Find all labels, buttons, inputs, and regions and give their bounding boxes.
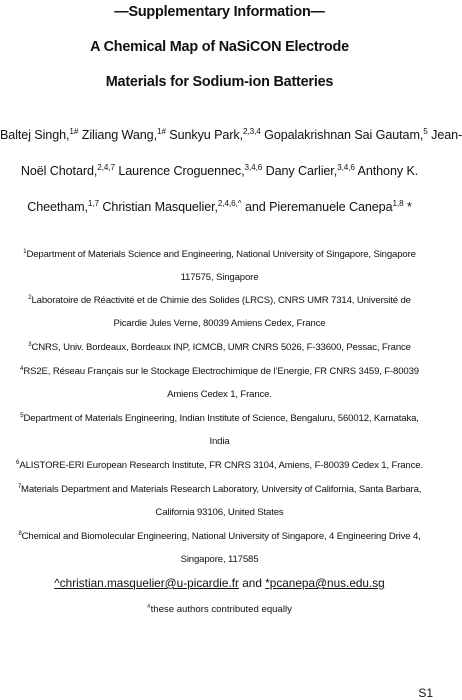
affiliation-2-cont: Picardie Jules Verne, 80039 Amiens Cedex, France (113, 318, 326, 329)
paper-title-line-2: Materials for Sodium-ion Batteries (105, 74, 334, 90)
author-name-text: and Pieremanuele Canepa (241, 200, 393, 214)
affiliation-6 (0, 460, 439, 471)
affiliation-number: 3 (28, 340, 32, 348)
affiliation-4-cont: Amiens Cedex 1, France. (167, 389, 272, 400)
author-affiliation-marker: 2,4,7 (97, 162, 115, 172)
affiliation-8 (0, 531, 439, 542)
email-link-canepa[interactable]: *pcanepa@nus.edu.sg (265, 576, 385, 590)
corresponding-emails (0, 576, 439, 590)
affiliation-7-cont: California 93106, United States (155, 507, 284, 518)
author-name-text: Ziliang Wang, (78, 128, 157, 142)
affiliation-number: 2 (28, 293, 32, 301)
affiliation-5 (0, 413, 439, 424)
affiliation-7 (0, 484, 439, 495)
author-affiliation-marker: 2,4,6,^ (217, 198, 242, 208)
affiliation-text: Laboratoire de Réactivité et de Chimie des Solides (LRCS), CNRS UMR 7314, Université de (31, 295, 411, 306)
affiliation-text: RS2E, Réseau Français sur le Stockage Electrochimique de l’Energie, FR CNRS 3459, F-80039 (23, 366, 419, 377)
affiliation-number: 5 (20, 411, 24, 419)
affiliation-number: 4 (20, 364, 24, 372)
affiliation-3 (0, 342, 439, 353)
affiliation-text: Department of Materials Science and Engineering, National University of Singapore, Singapore (26, 249, 416, 260)
paper-title-line-1: A Chemical Map of NaSiCON Electrode (90, 39, 349, 55)
author-line-2 (0, 164, 439, 178)
affiliation-text: Chemical and Biomolecular Engineering, National University of Singapore, 4 Engineering Drive 4, (21, 531, 421, 542)
author-name-text: Noël Chotard, (20, 164, 98, 178)
author-name-text: Cheetham, (27, 200, 88, 214)
author-name-text: Baltej Singh, (0, 128, 70, 142)
affiliation-text: Materials Department and Materials Research Laboratory, University of California, Santa Barbara, (21, 484, 422, 495)
author-name-text: Dany Carlier, (262, 164, 338, 178)
author-name-text: Anthony K. (354, 164, 419, 178)
affiliation-number: 6 (16, 458, 20, 466)
author-affiliation-marker: 1# (69, 126, 79, 136)
equal-contribution-note (0, 604, 439, 615)
author-name-text: Jean- (427, 128, 462, 142)
author-name-text: * (403, 200, 412, 214)
affiliation-number: 8 (18, 529, 22, 537)
email-link-masquelier[interactable]: ^christian.masquelier@u-picardie.fr (54, 576, 239, 590)
author-affiliation-marker: 5 (423, 126, 428, 136)
author-line-3 (0, 200, 439, 214)
affiliation-2 (0, 295, 439, 306)
affiliation-text: Department of Materials Engineering, Indian Institute of Science, Bengaluru, 560012, Karnataka, (23, 413, 419, 424)
affiliation-1-cont: 117575, Singapore (180, 272, 259, 283)
author-affiliation-marker: 1,8 (392, 198, 404, 208)
email-joiner: and (238, 576, 266, 590)
affiliation-4 (0, 366, 439, 377)
affiliation-5-cont: India (209, 436, 230, 447)
author-affiliation-marker: 3,4,6 (337, 162, 355, 172)
affiliation-number: 1 (23, 247, 27, 255)
affiliation-text: ALISTORE-ERI European Research Institute, FR CNRS 3104, Amiens, F-80039 Cedex 1, France. (19, 460, 423, 471)
author-name-text: Sunkyu Park, (165, 128, 244, 142)
affiliation-8-cont: Singapore, 117585 (180, 554, 259, 565)
author-name-text: Christian Masquelier, (99, 200, 218, 214)
author-line-1 (0, 126, 462, 142)
contribution-text: these authors contributed equally (150, 604, 292, 615)
page-number: S1 (418, 686, 433, 700)
author-affiliation-marker: 1,7 (87, 198, 100, 208)
affiliation-number: 7 (17, 482, 22, 490)
contribution-mark: # (147, 602, 151, 610)
author-name-text: Laurence Croguennec, (114, 164, 245, 178)
author-name-text: Gopalakrishnan Sai Gautam, (260, 128, 424, 142)
affiliation-text: CNRS, Univ. Bordeaux, Bordeaux INP, ICMCB, UMR CNRS 5026, F-33600, Pessac, France (31, 342, 411, 353)
affiliation-1 (0, 249, 439, 260)
author-affiliation-marker: 3,4,6 (244, 162, 263, 172)
author-affiliation-marker: 1# (156, 126, 166, 136)
author-affiliation-marker: 2,3,4 (243, 126, 261, 136)
supplementary-label: —Supplementary Information— (114, 4, 325, 20)
